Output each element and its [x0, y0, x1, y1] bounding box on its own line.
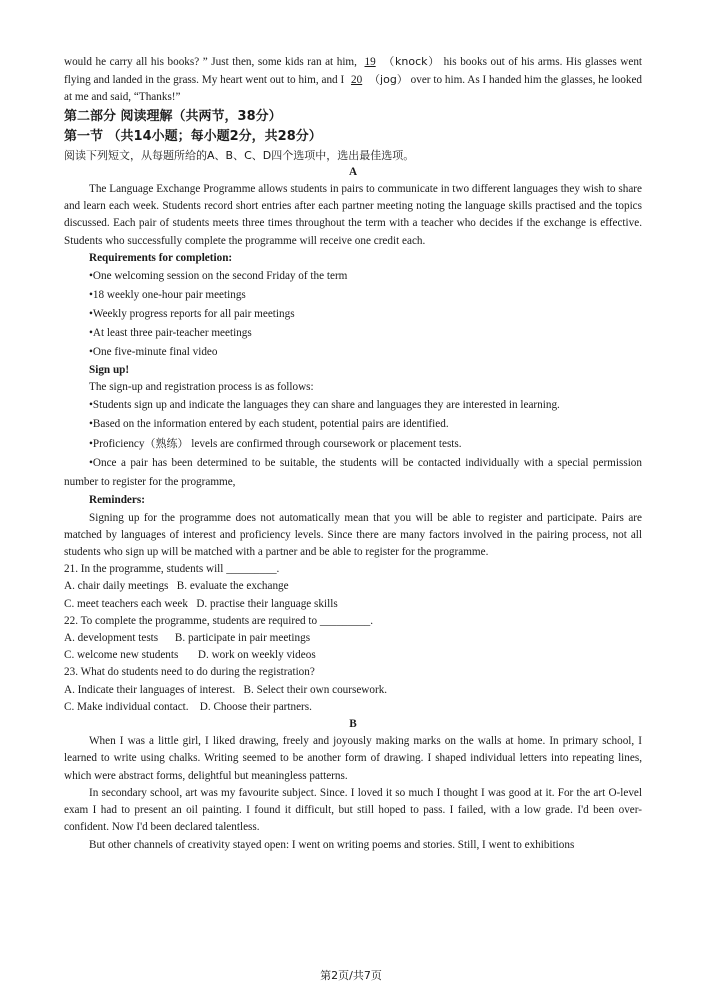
req-item: •Weekly progress reports for all pair meetings: [89, 308, 295, 321]
instructions: 阅读下列短文，从每题所给的A、B、C、D四个选项中，选出最佳选项。: [64, 148, 415, 162]
passage-a-intro: The Language Exchange Programme allows students in pairs to communicate in two different languages they wish to share and learn each week. Students record short entries after each partner meeting noting the language skills practised and the topics discussed. Each pair of students meets three times throughout the term with a teacher who decides if the exchange is effective. Students who successfully complete the programme will receive one credit each.: [64, 183, 642, 247]
part2-heading: 第二部分 阅读理解（共两节，38分）: [64, 108, 282, 124]
signup-intro: The sign-up and registration process is as follows:: [89, 381, 314, 394]
signup-step: •Based on the information entered by each student, potential pairs are identified.: [89, 418, 449, 431]
passage-b-label: B: [349, 718, 357, 731]
requirements-title: Requirements for completion:: [89, 251, 233, 264]
question-options: A. chair daily meetings B. evaluate the exchange: [64, 580, 289, 593]
question-options: C. welcome new students D. work on weekly videos: [64, 649, 316, 662]
question-stem: 23. What do students need to do during the registration?: [64, 666, 315, 679]
signup-step: •Once a pair has been determined to be suitable, the students will be contacted individually with a special permission number to register for the programme,: [64, 457, 642, 489]
question-stem: 21. In the programme, students will _________.: [64, 563, 280, 576]
reminders-title: Reminders:: [89, 494, 145, 507]
signup-title: Sign up!: [89, 364, 130, 377]
blank-20: 20: [351, 74, 363, 87]
passage-b-paragraph: When I was a little girl, I liked drawing, freely and joyously making marks on the walls at home. In primary school, I learned to write using chalks. Writing seemed to be another form of drawing. I shaped individual letters into repeating lines, which were abstract forms, delightful but meaningless patterns.: [64, 735, 642, 782]
signup-step: •Students sign up and indicate the languages they can share and languages they are interested in learning.: [89, 399, 560, 412]
page-content: [64, 53, 642, 854]
blank-19: 19: [364, 56, 376, 68]
passage-b-paragraph: In secondary school, art was my favourite subject. Since. I loved it so much I thought I was good at it. For the art O-level exam I had to present an oil painting. I found it difficult, but still hoped to pass. I failed, with a low grade. I'd been over-confident. Now I'd been declared talentless.: [64, 786, 642, 834]
req-item: •One welcoming session on the second Friday of the term: [89, 270, 348, 283]
passage-continuation: would he carry all his books? ” Just then, some kids ran at him, 19 （knock） his books out of his arms. His glasses went flying and landed in the grass. My heart went out to him, and I 20 （jog） over to him. As I handed him the glasses, he looked at me and said, “Thanks!”: [64, 55, 643, 104]
question-options: A. development tests B. participate in pair meetings: [64, 632, 311, 645]
req-item: •At least three pair-teacher meetings: [89, 327, 252, 340]
question-options: A. Indicate their languages of interest. B. Select their own coursework.: [64, 683, 388, 696]
req-item: •One five-minute final video: [89, 346, 218, 359]
section1-heading: 第一节 （共14小题；每小题2分，共28分）: [64, 128, 322, 144]
passage-b-paragraph: But other channels of creativity stayed open: I went on writing poems and stories. Still, I went to exhibitions: [89, 838, 575, 851]
question-stem: 22. To complete the programme, students are required to _________.: [64, 614, 374, 627]
page-footer: 第2页/共7页: [320, 969, 382, 982]
question-options: C. meet teachers each week D. practise their language skills: [64, 597, 338, 610]
reminders-text: Signing up for the programme does not automatically mean that you will be able to register and participate. Pairs are matched by languages of interest and proficiency levels. Since there are many factors involved in the pairing process, not all students who sign up will be matched with a partner and be able to register for the programme.: [64, 511, 642, 559]
signup-step: •Proficiency（熟练） levels are confirmed through coursework or placement tests.: [89, 437, 462, 451]
passage-a-label: A: [348, 165, 358, 178]
question-options: C. Make individual contact. D. Choose their partners.: [64, 700, 312, 713]
req-item: •18 weekly one-hour pair meetings: [89, 289, 246, 302]
